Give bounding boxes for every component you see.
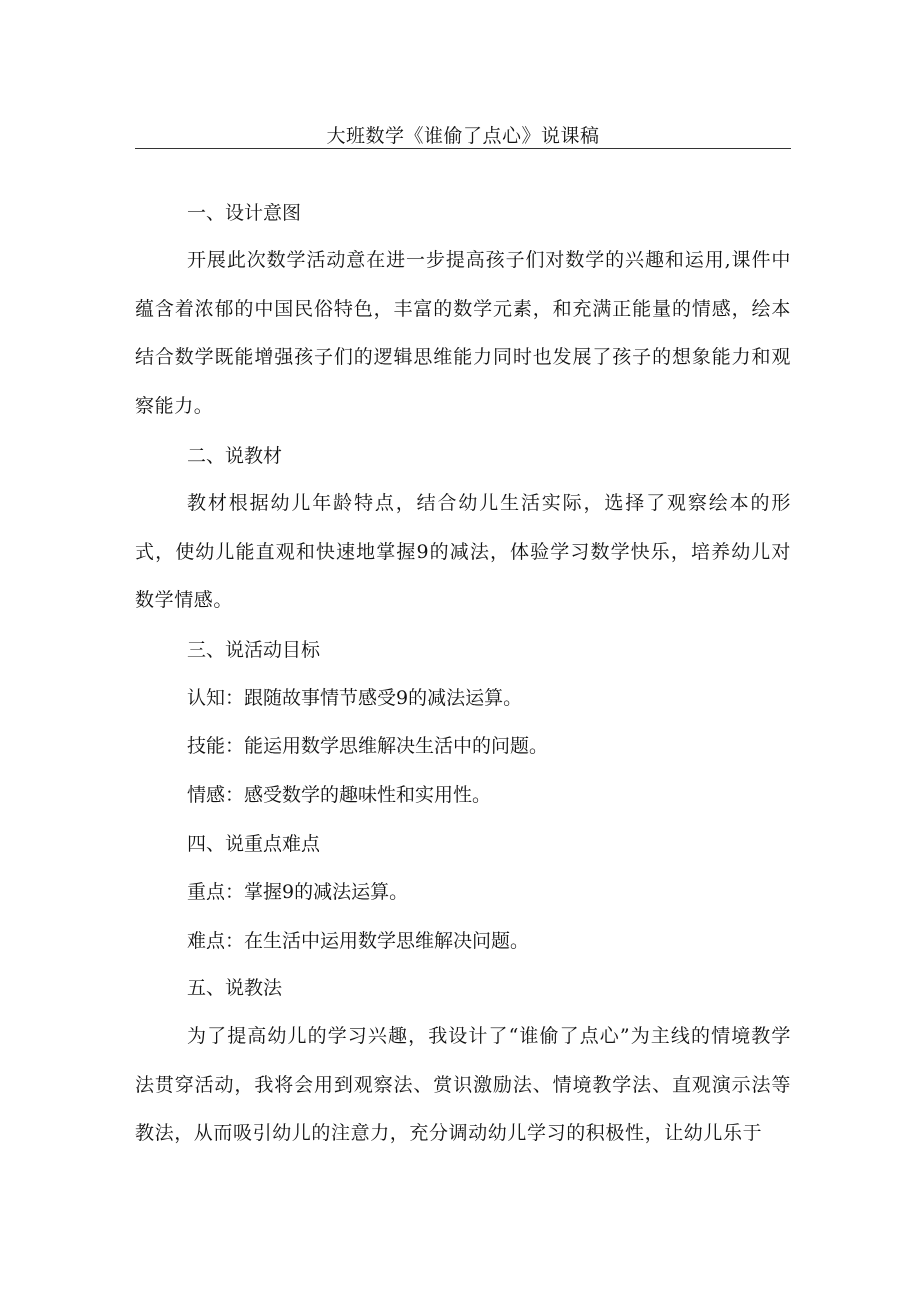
paragraph-teaching-material: 教材根据幼儿年龄特点，结合幼儿生活实际，选择了观察绘本的形式，使幼儿能直观和快速地掌握9的减法，体验学习数学快乐，培养幼儿对数学情感。: [135, 492, 791, 611]
section-heading-activity-goals: 三、说活动目标: [187, 639, 321, 661]
section-heading-teaching-methods: 五、说教法: [187, 977, 283, 999]
section-heading-teaching-material: 二、说教材: [187, 445, 283, 467]
goal-item-skills: 技能：能运用数学思维解决生活中的问题。: [187, 735, 549, 757]
section-heading-design-intent: 一、设计意图: [187, 202, 302, 224]
section-heading-key-points: 四、说重点难点: [187, 833, 321, 855]
difficult-point-item: 难点：在生活中运用数学思维解决问题。: [187, 930, 530, 952]
goal-item-emotion: 情感：感受数学的趣味性和实用性。: [187, 784, 492, 806]
document-title: 大班数学《谁偷了点心》说课稿: [326, 125, 600, 147]
paragraph-teaching-methods: 为了提高幼儿的学习兴趣，我设计了“谁偷了点心”为主线的情境教学法贯穿活动，我将会用到观察法、赏识激励法、情境教学法、直观演示法等教法，从而吸引幼儿的注意力，充分调动幼儿学习的积极性，让幼儿乐于: [135, 1025, 791, 1144]
paragraph-design-intent: 开展此次数学活动意在进一步提高孩子们对数学的兴趣和运用,课件中蕴含着浓郁的中国民俗特色，丰富的数学元素，和充满正能量的情感，绘本结合数学既能增强孩子们的逻辑思维能力同时也发展了孩子的想象能力和观察能力。: [135, 249, 791, 417]
goal-item-cognition: 认知：跟随故事情节感受9的减法运算。: [187, 687, 523, 709]
key-point-item: 重点：掌握9的减法运算。: [187, 881, 409, 903]
title-underline: [135, 148, 791, 149]
